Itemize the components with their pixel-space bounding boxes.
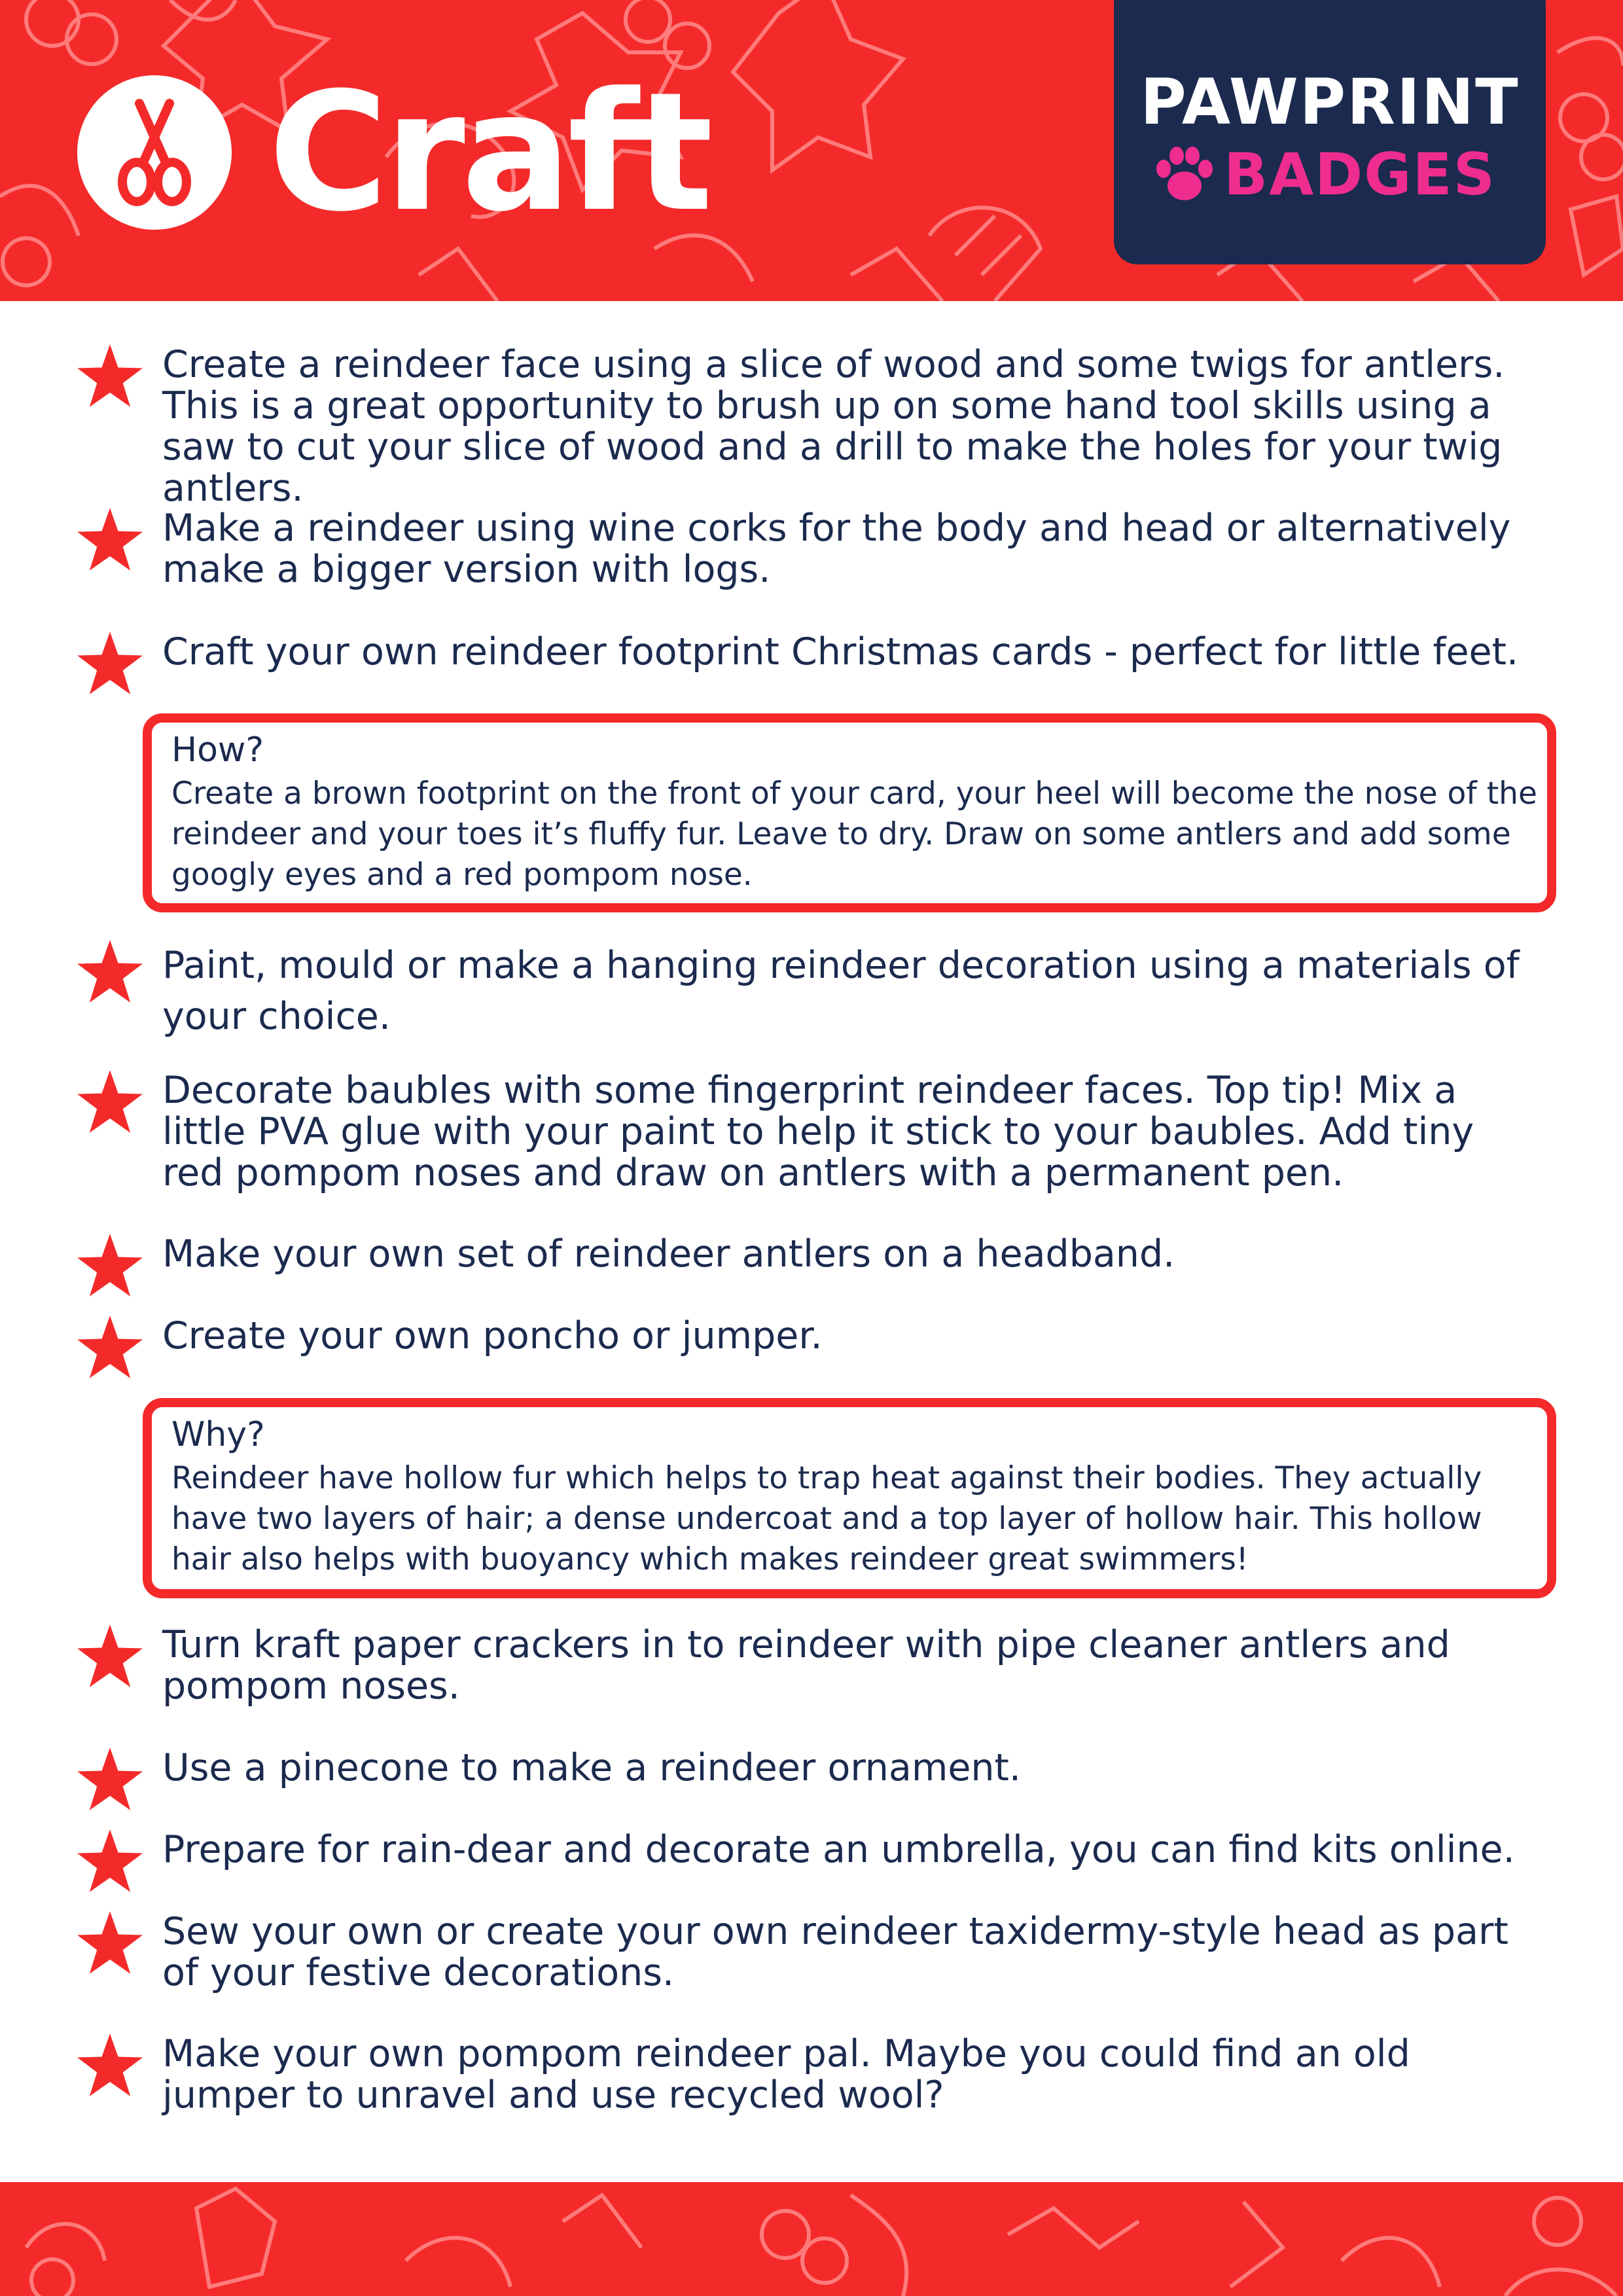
- star-bullet-icon: [76, 508, 144, 573]
- how-box-text: Create a brown footprint on the front of your card, your heel will become the nose of the reindeer and your toes it’s fluffy fur. Leave to dry. Draw on some antlers and add some googly eyes and a red pompom nose.: [171, 776, 1537, 893]
- list-item-text: Make your own pompom reindeer pal. Maybe you could find an old jumper to unravel and use recycled wool?: [162, 2032, 1410, 2117]
- star-bullet-icon: [76, 1829, 144, 1895]
- star-bullet-icon: [76, 1070, 144, 1136]
- how-info-box: [143, 713, 1556, 912]
- why-box-title: Why?: [171, 1415, 265, 1454]
- list-item-text: Create a reindeer face using a slice of wood and some twigs for antlers. This is a great opportunity to brush up on some hand tool skills using a saw to cut your slice of wood and a drill to make the holes for your twig antlers.: [162, 343, 1505, 510]
- list-item-text: Make your own set of reindeer antlers on a headband.: [162, 1232, 1175, 1276]
- list-item-text: Sew your own or create your own reindeer taxidermy-style head as part of your festive decorations.: [162, 1910, 1508, 1994]
- scissors-icon: [105, 97, 204, 208]
- scissors-badge: [77, 75, 232, 230]
- star-bullet-icon: [76, 1748, 144, 1813]
- logo-text-pawprint: PAWPRINT: [1140, 65, 1520, 139]
- list-item-text: Paint, mould or make a hanging reindeer decoration using a materials of your choice.: [162, 944, 1520, 1038]
- star-bullet-icon: [76, 1624, 144, 1690]
- title-block: [77, 57, 709, 247]
- pawprint-badges-logo: [1114, 0, 1546, 264]
- star-bullet-icon: [76, 1234, 144, 1299]
- list-item-text: Craft your own reindeer footprint Christmas cards - perfect for little feet.: [162, 630, 1519, 673]
- star-bullet-icon: [76, 344, 144, 410]
- list-item-text: Decorate baubles with some fingerprint reindeer faces. Top tip! Mix a little PVA glue with your paint to help it stick to your baubles. Add tiny red pompom noses and draw on antlers with a permanent pen.: [162, 1069, 1474, 1194]
- logo-line-badges: [1153, 141, 1496, 208]
- paw-icon: [1153, 145, 1216, 204]
- why-info-box: [143, 1398, 1556, 1598]
- star-bullet-icon: [76, 632, 144, 697]
- list-item-text: Turn kraft paper crackers in to reindeer with pipe cleaner antlers and pompom noses.: [162, 1623, 1450, 1708]
- star-bullet-icon: [76, 1911, 144, 1977]
- how-box-title: How?: [171, 730, 264, 770]
- festive-pattern-icon: [0, 2182, 1623, 2296]
- footer-banner: [0, 2182, 1623, 2296]
- logo-text-badges: BADGES: [1224, 141, 1496, 208]
- list-item-text: Create your own poncho or jumper.: [162, 1314, 823, 1357]
- list-item-text: Prepare for rain-dear and decorate an umbrella, you can find kits online.: [162, 1828, 1515, 1871]
- header-banner: [0, 0, 1623, 301]
- page-title: Craft: [268, 57, 709, 247]
- star-bullet-icon: [76, 1316, 144, 1381]
- why-box-text: Reindeer have hollow fur which helps to trap heat against their bodies. They actually have two layers of hair; a dense undercoat and a top layer of hollow hair. This hollow hair also helps with buoyancy which makes reindeer great swimmers!: [171, 1460, 1482, 1577]
- star-bullet-icon: [76, 2034, 144, 2099]
- list-item-text: Make a reindeer using wine corks for the body and head or alternatively make a bigger version with logs.: [162, 507, 1511, 591]
- star-bullet-icon: [76, 940, 144, 1005]
- list-item-text: Use a pinecone to make a reindeer ornament.: [162, 1746, 1022, 1789]
